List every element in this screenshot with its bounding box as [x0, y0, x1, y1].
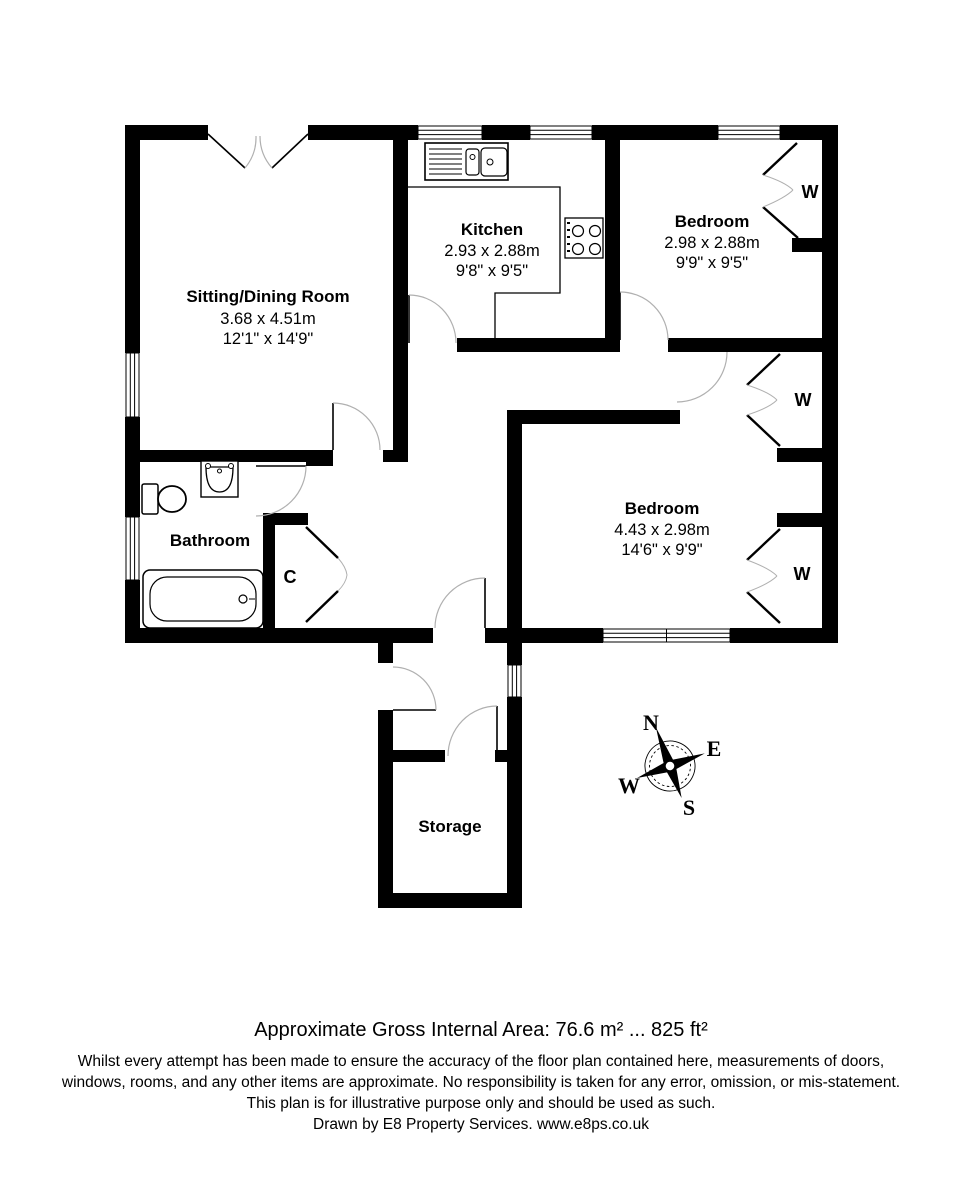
bedroom1-door: [620, 292, 668, 340]
kitchen-door: [409, 295, 456, 343]
window: [126, 353, 139, 417]
compass-east: E: [706, 736, 722, 761]
bedroom2-door: [677, 352, 727, 402]
wardrobe2-bifold: [747, 354, 780, 446]
bedroom2-name: Bedroom: [624, 499, 700, 518]
bedroom1-name: Bedroom: [674, 212, 750, 231]
kitchen-metric: 2.93 x 2.88m: [444, 242, 540, 260]
window: [603, 629, 730, 642]
storage-door: [448, 706, 497, 756]
window: [718, 126, 780, 139]
kitchen-sink: [425, 143, 508, 180]
fixtures: [142, 143, 603, 628]
wardrobe3-bifold: [747, 529, 780, 623]
disclaimer-line-3: This plan is for illustrative purpose only and should be used as such.: [246, 1095, 716, 1112]
bathroom-name: Bathroom: [169, 531, 251, 550]
sitting-room-door: [333, 403, 380, 450]
sitting-room-metric: 3.68 x 4.51m: [220, 310, 316, 328]
wardrobe2-label: W: [794, 390, 812, 410]
cupboard-bifold: [306, 527, 347, 622]
window: [418, 126, 482, 139]
toilet: [142, 484, 186, 514]
compass-south: S: [682, 795, 696, 820]
window: [530, 126, 592, 139]
wardrobe3-label: W: [793, 564, 811, 584]
compass-north: N: [643, 710, 659, 735]
bathtub: [143, 570, 263, 628]
bedroom1-imperial: 9'9" x 9'5": [675, 254, 749, 272]
bathroom-door: [256, 466, 306, 516]
bedroom1-metric: 2.98 x 2.88m: [664, 234, 760, 252]
compass: [618, 710, 721, 820]
sitting-room-name: Sitting/Dining Room: [186, 287, 350, 306]
sitting-room-imperial: 12'1" x 14'9": [222, 330, 314, 348]
window: [126, 517, 139, 580]
kitchen-imperial: 9'8" x 9'5": [455, 262, 529, 280]
kitchen-name: Kitchen: [460, 220, 524, 239]
wardrobe1-bifold: [763, 143, 798, 238]
cupboard-label: C: [283, 567, 297, 587]
compass-west: W: [618, 773, 640, 798]
basin: [201, 461, 238, 497]
wardrobe1-label: W: [801, 182, 819, 202]
bedroom2-metric: 4.43 x 2.98m: [614, 521, 710, 539]
window: [508, 665, 521, 697]
disclaimer-line-2: windows, rooms, and any other items are approximate. No responsibility is taken for any error, omission, or mis-statement.: [61, 1074, 901, 1091]
bedroom2-imperial: 14'6" x 9'9": [621, 541, 703, 559]
credit-line: Drawn by E8 Property Services. www.e8ps.co.uk: [313, 1116, 649, 1133]
hob: [565, 218, 603, 258]
gross-internal-area: Approximate Gross Internal Area: 76.6 m² ... 825 ft²: [254, 1019, 708, 1041]
storage-name: Storage: [418, 817, 482, 836]
disclaimer-line-1: Whilst every attempt has been made to ensure the accuracy of the floor plan contained here, measurements of doors,: [77, 1053, 885, 1070]
hall-door: [435, 578, 485, 628]
footer: [61, 1019, 900, 1133]
french-doors: [208, 134, 308, 168]
entrance-door: [393, 667, 436, 710]
